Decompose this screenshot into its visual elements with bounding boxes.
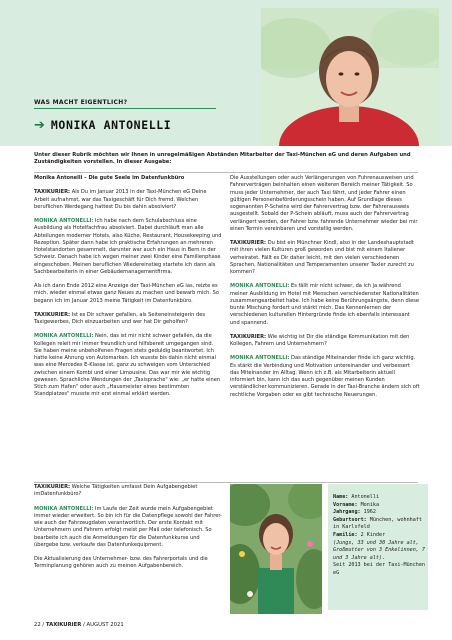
paragraph: Die Ausstellungen oder auch Verlängerungen von Fuhrenausweisen und Fahrerverträgen beinhalten einen weiteren Bereich meiner Tätigkeit. So muss jeder Unternehmer, der auch Taxi fährt, und jeder Fahrer einen gültigen Personenbeförderungsschein haben. Auf Grundlage dieses sogenannten P-Scheins wird der Fahrervertrag bzw. der Fahrerausweis ausgestellt. Sobald der P-Schein abläuft, muss auch der Fahrervertrag verlängert werden, der Fahrer bzw. fahrende Unternehmer wieder bei mir einen Termin vereinbaren und vorstellig werden. xyxy=(230,175,418,232)
paragraph: TAXIKURIER: Ist es Dir schwer gefallen, als Seiteneinsteigerin des Taxigewerbes, Dich einzuarbeiten und wer hat Dir geholfen? xyxy=(34,311,206,325)
fact-name: Name: Antonelli xyxy=(333,494,380,500)
magazine-name: TAXIKURIER xyxy=(45,622,82,628)
footer-sep: / xyxy=(40,622,46,628)
fact-familie: Familie: 2 Kinder xyxy=(333,531,386,538)
fact-jahrgang: Jahrgang: 1962 xyxy=(333,509,376,516)
fact-geburtsort: Geburtsort: München, wohnhaft in Karlsfeld xyxy=(333,516,422,531)
article-column-bottom xyxy=(34,484,222,578)
paragraph: TAXIKURIER: Welche Tätigkeiten umfasst Dein Aufgabengebiet imDatenfunkbüro? xyxy=(34,484,198,498)
person-name-title: MONIKA ANTONELLI xyxy=(50,118,172,132)
issue-date: / AUGUST 2021 xyxy=(81,622,124,628)
paragraph: TAXIKURIER: Wie wichtig ist Dir die ständige Kommunikation mit den Kollegen, Fahrern und Unternehmern? xyxy=(230,333,410,347)
page-footer xyxy=(34,622,124,628)
article-column-left xyxy=(34,175,222,406)
paragraph: MONIKA ANTONELLI: Im Laufe der Zeit wurde mein Aufgabengebiet immer wieder erweitert. So bin ich für die Datenpflege sowohl der Fahrer- wie auch der Fahrzeugdaten verantwortlich. Der erste Kontakt mit Unternehmern und Fahrern erfolgt meist per Mail oder telefonisch. So bearbeite ich auch die Anmeldungen für die Datenfunkkurse und übergebe bzw. verkaufe das Datenfunkequipment. xyxy=(34,505,222,548)
article-column-right xyxy=(230,175,420,406)
paragraph: Die Aktualisierung des Unternehmer- bzw. des Fahrerportals und die Terminplanung gehören auch zu meinen Aufgabenbereich. xyxy=(34,556,208,570)
portrait-image-garden xyxy=(230,484,322,614)
paragraph: MONIKA ANTONELLI: Nein, das ist mir nicht schwer gefallen, da die Kollegen releit mir immer freundlich und hilfsbereit umgegangen sind. Sie haben meine unbeholfenen Fragen stets geduldig beantwortet. Ich hatte keine Ahnung von Automarken. Ich wusste bis dahin nicht einmal was eine Mercedes E-Klasse ist, ganz zu schweigen vom Unterschied zwischen einem Kombi und einer Limousine. Das war mir wie wichtig gewesen. Sprachliche Wendungen der „Taxisprache" wie: „er hatte einen Stich zum Hafen" oder auch „Hausmeister eines bestimmten Standplatzes" musste mir erst einmal erklärt werden. xyxy=(34,333,221,398)
fact-kinder: (Jungs, 33 und 30 Jahre alt, Großmutter von 3 Enkelinnen, 7 und 3 Jahre alt). xyxy=(333,539,426,561)
profile-facts xyxy=(333,494,425,578)
kicker-underline xyxy=(34,108,216,109)
intro-text: Unter dieser Rubrik möchten wir Ihnen in unregelmäßigen Abständen Mitarbeiter der Taxi-München eG und deren Aufgaben und Zuständigkeiten vorstellen. In dieser Ausgabe: xyxy=(34,152,411,166)
paragraph: MONIKA ANTONELLI: Es fällt mir nicht schwer, da ich ja während meiner Ausbildung im Hotel mit Menschen verschiedenster Nationalitäten zusammengearbeitet habe. Ich habe keine Berührungsängste, denn diese bunte Mischung fordert und stärkt mich. Das Kennenlernen der verschiedenen kulturellen Hintergründe finde ich ebenfalls interessant und spannend. xyxy=(230,283,420,326)
paragraph: TAXIKURIER: Du bist ein Münchner Kindl, also in der Landeshauptstadt mit ihren vielen Kulturen groß geworden und bist mit einem Italiener verheiratet. Fällt es Dir daher leicht, mit den vielen verschiedenen Sprachen, Nationalitäten und Temperamenten unserer Taxler zurecht zu kommen? xyxy=(230,240,414,275)
arrow-right-icon: ➔ xyxy=(34,117,45,133)
portrait-image xyxy=(261,8,439,146)
intro-divider xyxy=(34,172,418,173)
page-number: 22 xyxy=(34,622,41,628)
fact-vorname: Vorname: Monika xyxy=(333,501,380,508)
paragraph: MONIKA ANTONELLI: Das ständige Miteinander finde ich ganz wichtig. Es stärkt die Verbindung und Motivation untereinander und verbessert das Miteinander im Alltag. Wenn ich z.B. als Mitarbeiterin aktuell informiert bin, kann ich das auch gegenüber meinen Kunden verständlicher kommunizieren. Gerade in der Taxi-Branche ändern sich oft rechtliche Vorgaben oder es gibt technische Neuerungen. xyxy=(230,355,420,398)
portrait-photo-bottom xyxy=(230,484,322,614)
paragraph: MONIKA ANTONELLI: Ich habe nach dem Schulabschluss eine Ausbildung als Hotelfachfrau absolviert. Dabei durchläuft man alle Abteilungen moderner Hotels, also Küche, Restaurant, Housekeeping und Rezeption. Später dann habe ich praktische Erfahrungen an mehreren Hotelstandorten gesammelt, darunter war auch ein Haus in Bern in der Schweiz. Danach habe ich wegen meiner zwei Kinder eine Familienphase eingeschoben. Meinen beruflichen Wiedereinstieg startete ich dann als Sachbearbeiterin in einer Gebäudemanagementfirma. xyxy=(34,218,222,275)
title-row xyxy=(34,118,171,132)
section-kicker: WAS MACHT EIGENTLICH? xyxy=(34,99,128,106)
article-title: Monika Antonelli – Die gute Seele im Datenfunkbüro xyxy=(34,175,185,181)
portrait-photo-top xyxy=(261,8,439,146)
section-divider xyxy=(34,482,418,483)
paragraph: Als ich dann Ende 2012 eine Anzeige der Taxi-München eG las, reizte es mich, wieder einmal etwas ganz Neues zu machen und bewarb mich. So begann ich im Januar 2013 meine Tätigkeit im Datenfunkbüro. xyxy=(34,283,220,304)
fact-seit: Seit 2013 bei der Taxi-München eG xyxy=(333,562,426,576)
paragraph: TAXIKURIER: Als Du im Januar 2013 in der Taxi-München eG Deine Arbeit aufnahmst, war das Taxigeschäft für Dich fremd. Welchen beruflichen Werdegang hattest Du bis dahin absolviert? xyxy=(34,189,207,210)
profile-factbox xyxy=(328,484,428,610)
